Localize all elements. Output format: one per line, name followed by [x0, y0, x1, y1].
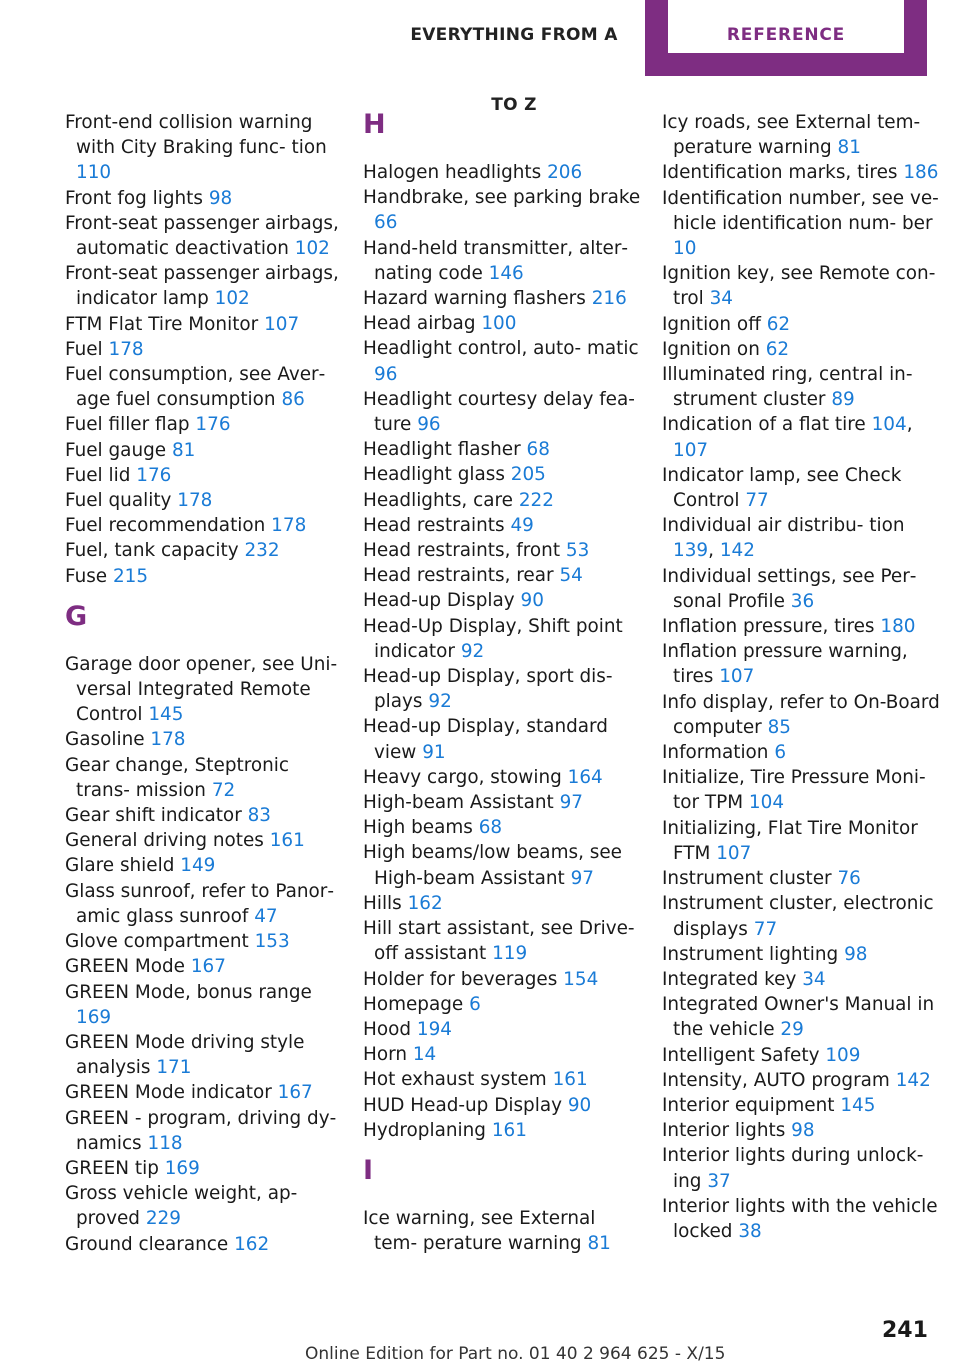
index-entry-text: Heavy cargo, stowing [363, 766, 562, 788]
index-entry-text: Head-up Display, sport dis‐ plays [363, 666, 613, 713]
index-entry [662, 261, 942, 311]
index-entry [363, 563, 643, 588]
page-link[interactable]: 119 [492, 943, 528, 965]
index-entry [65, 362, 345, 412]
page-link[interactable]: 10 [673, 238, 697, 260]
page-link[interactable]: 86 [281, 389, 305, 411]
page-link[interactable]: 38 [738, 1220, 762, 1242]
index-entry-text: Instrument cluster, electronic displays [662, 893, 934, 940]
index-entry-text: Hood [363, 1018, 412, 1040]
index-entry [363, 286, 643, 311]
page-link[interactable]: 186 [903, 162, 939, 184]
index-entry [662, 186, 942, 262]
index-entry-text: Horn [363, 1044, 407, 1066]
index-entry [363, 437, 643, 462]
page-link[interactable]: 98 [844, 943, 868, 965]
page-link[interactable]: 146 [488, 262, 524, 284]
page-link[interactable]: 97 [570, 867, 594, 889]
index-entry-text: Garage door opener, see Uni‐ versal Integrated Remote Control [65, 653, 338, 726]
index-entry [65, 1181, 345, 1231]
index-entry-text: Info display, refer to On-Board computer [662, 691, 940, 738]
index-entry [65, 110, 345, 186]
section-title: EVERYTHING FROM A TO Z [410, 25, 618, 115]
index-entry [65, 980, 345, 1030]
index-entry-text: Fuel [65, 338, 103, 360]
page-link[interactable]: 206 [547, 162, 583, 183]
index-entry-text: Gear change, Steptronic trans‐ mission [65, 754, 289, 801]
index-entry-text: Information [662, 742, 769, 764]
index-entry-text: Ice warning, see External tem‐ perature warning [363, 1207, 596, 1255]
index-entry-text: Hills [363, 892, 402, 914]
index-entry-text: Hazard warning flashers [363, 288, 586, 310]
index-entry [662, 866, 942, 891]
page-link[interactable]: 232 [244, 540, 280, 562]
index-entry-text: Integrated key [662, 968, 797, 990]
index-letter-heading: G [65, 600, 88, 632]
index-entry [662, 1068, 942, 1093]
page-link[interactable]: 81 [837, 137, 861, 159]
index-entry [662, 160, 942, 185]
index-entry [363, 1118, 643, 1143]
index-entry [662, 1093, 942, 1118]
index-column-1 [65, 110, 345, 1257]
index-entry [363, 1042, 643, 1067]
page-link[interactable]: 176 [195, 414, 231, 436]
index-entry [65, 211, 345, 261]
page-link[interactable]: 176 [136, 464, 172, 486]
page-link[interactable]: 216 [591, 288, 627, 310]
index-entry [363, 538, 643, 563]
index-letter-heading: I [363, 1154, 374, 1186]
index-entry-text: Fuel consumption, see Aver‐ age fuel consumption [65, 364, 326, 411]
index-entry [65, 727, 345, 752]
index-letter-heading: H [363, 109, 386, 140]
index-entry [363, 992, 643, 1017]
page-link[interactable]: 47 [254, 905, 278, 927]
index-entry [662, 110, 942, 160]
page-link[interactable]: 161 [269, 830, 305, 852]
index-entry-text: Head restraints, front [363, 540, 561, 562]
index-entry [65, 463, 345, 488]
index-entry-text: Ground clearance [65, 1233, 229, 1255]
index-entry [662, 362, 942, 412]
index-entry [65, 312, 345, 337]
page-link[interactable]: 102 [214, 288, 250, 310]
index-entry [363, 236, 643, 286]
index-entry-text: General driving notes [65, 830, 264, 852]
index-entry [662, 891, 942, 941]
index-entry [65, 337, 345, 362]
page-link[interactable]: 178 [150, 729, 186, 751]
index-entry [65, 929, 345, 954]
page-link[interactable]: 161 [491, 1119, 527, 1141]
page-link[interactable]: 162 [234, 1233, 270, 1255]
index-entry [65, 186, 345, 211]
index-entry [363, 714, 643, 764]
index-entry [662, 740, 942, 765]
index-entry-text: Fuse [65, 565, 108, 587]
index-entry [65, 954, 345, 979]
page-link[interactable]: 161 [552, 1069, 588, 1091]
index-entry [65, 879, 345, 929]
index-entry [65, 753, 345, 803]
index-entry-text: Head restraints [363, 514, 505, 536]
index-entry-text: Gross vehicle weight, ap‐ proved [65, 1183, 298, 1230]
index-entry-text: High-beam Assistant [363, 792, 554, 814]
index-entry-text: Headlight glass [363, 464, 505, 486]
page-link[interactable]: 222 [518, 489, 554, 511]
page-link[interactable]: 142 [895, 1069, 931, 1091]
index-entry-text: Headlight courtesy delay fea‐ ture [363, 388, 635, 436]
page-link[interactable]: 81 [587, 1233, 611, 1255]
index-entry [662, 816, 942, 866]
page-link[interactable]: 145 [840, 1094, 876, 1116]
index-entry-text: Fuel, tank capacity [65, 540, 239, 562]
index-entry-text: Gear shift indicator [65, 805, 242, 827]
index-entry-text: Ignition off [662, 313, 761, 335]
page-link[interactable]: 96 [374, 363, 398, 385]
page-link[interactable]: 107 [716, 842, 752, 864]
index-entry-text: Instrument cluster [662, 868, 832, 890]
page-link[interactable]: 91 [422, 741, 446, 763]
index-entry-text: Head-up Display, standard view [363, 716, 608, 763]
page-link[interactable]: 62 [765, 338, 790, 360]
index-entry-text: GREEN Mode indicator [65, 1082, 272, 1104]
reference-tab[interactable] [645, 0, 927, 76]
page-link[interactable]: 145 [148, 704, 184, 726]
index-entry [65, 828, 345, 853]
index-entry-text: Gasoline [65, 729, 145, 751]
index-entry [662, 942, 942, 967]
index-entry-text: Fuel lid [65, 464, 131, 486]
page-link[interactable]: 81 [171, 439, 196, 461]
page-link[interactable]: 171 [156, 1057, 192, 1079]
index-entry-text: Fuel recommendation [65, 515, 266, 537]
page-link[interactable]: 167 [190, 956, 226, 978]
index-entry-text: Hand-held transmitter, alter‐ nating code [363, 237, 629, 284]
index-entry [662, 1194, 942, 1244]
index-entry [662, 614, 942, 639]
page-link[interactable]: 36 [790, 590, 815, 612]
index-entry [363, 765, 643, 790]
index-entry-text: Interior lights during unlock‐ ing [662, 1145, 924, 1192]
index-entry [65, 488, 345, 513]
index-entry-text: Head airbag [363, 313, 476, 335]
index-entry-text: Fuel filler flap [65, 414, 190, 436]
index-entry-text: Hill start assistant, see Drive- off assistant [363, 918, 635, 965]
index-entry [65, 412, 345, 437]
index-entry-text: Initialize, Tire Pressure Moni‐ tor TPM [662, 767, 926, 814]
index-entry-text: Fuel gauge [65, 439, 167, 461]
index-entry-text: Front fog lights [65, 187, 203, 209]
page-link[interactable]: 109 [825, 1044, 861, 1066]
index-entry-text: Glove compartment [65, 931, 249, 953]
index-entry-text: Glass sunroof, refer to Panor‐ amic glass sunroof [65, 880, 334, 927]
page-link[interactable]: 90 [520, 590, 544, 612]
index-entry [662, 690, 942, 740]
index-entry-text: Intelligent Safety [662, 1044, 820, 1066]
page-link[interactable]: 68 [526, 439, 550, 461]
page-link[interactable]: 72 [211, 779, 236, 801]
page-link[interactable]: 154 [563, 968, 599, 990]
index-entry [363, 1093, 643, 1118]
page-link[interactable]: 100 [481, 313, 517, 335]
page-link[interactable]: 104 [748, 792, 785, 814]
index-entry [65, 513, 345, 538]
index-entry-text: Identification number, see ve‐ hicle identification num‐ ber [662, 187, 939, 234]
page-link[interactable]: 77 [745, 490, 769, 512]
index-entry [363, 1067, 643, 1092]
index-entry [363, 588, 643, 613]
page-link[interactable]: 29 [780, 1019, 804, 1041]
page-link[interactable]: 98 [791, 1120, 815, 1142]
index-entry [65, 1232, 345, 1257]
index-entry-text: High beams/low beams, see High-beam Assistant [363, 842, 622, 889]
index-entry [662, 1118, 942, 1143]
index-entry-text: Individual settings, see Per‐ sonal Profile [662, 565, 917, 612]
index-entry [363, 1017, 643, 1042]
index-entry [662, 967, 942, 992]
page-link[interactable]: 90 [567, 1094, 592, 1116]
index-entry-text: Homepage [363, 993, 464, 1015]
page-link[interactable]: 107 [719, 666, 755, 688]
index-entry [363, 815, 643, 840]
page-link[interactable]: 169 [76, 1006, 112, 1028]
index-entry [65, 1156, 345, 1181]
index-entry [363, 387, 643, 437]
index-entry-text: GREEN - program, driving dy‐ namics [65, 1107, 337, 1154]
index-entry [662, 765, 942, 815]
index-entry [363, 513, 643, 538]
page-link[interactable]: 49 [510, 514, 534, 536]
index-column-2 [363, 110, 643, 1256]
index-entry-text: Head-Up Display, Shift point indicator [363, 615, 623, 662]
index-entry-text: Hot exhaust system [363, 1069, 547, 1091]
index-entry-text: Individual air distribu‐ tion [662, 515, 905, 537]
index-entry-text: Identification marks, tires [662, 162, 898, 184]
index-entry [65, 1106, 345, 1156]
index-entry-text: Instrument lighting [662, 943, 839, 965]
page-link[interactable]: 34 [709, 288, 733, 310]
page-link[interactable]: 14 [412, 1044, 437, 1066]
index-entry [662, 1043, 942, 1068]
index-entry [363, 967, 643, 992]
index-entry-text: Head-up Display [363, 590, 515, 612]
index-entry-text: Head restraints, rear [363, 565, 554, 587]
page-link[interactable]: 178 [271, 515, 307, 537]
page-link[interactable]: 54 [559, 565, 583, 587]
page-link[interactable]: 167 [277, 1082, 313, 1104]
index-entry-text: Front-seat passenger airbags, automatic deactivation [65, 212, 339, 260]
index-entry [363, 1206, 643, 1256]
index-entry-text: Handbrake, see parking brake [363, 187, 641, 209]
page-link[interactable]: 102 [294, 238, 330, 260]
index-entry [363, 664, 643, 714]
index-entry [662, 463, 942, 513]
index-entry-text: Inflation pressure warning, tires [662, 641, 908, 688]
page-link[interactable]: 34 [802, 968, 826, 990]
index-entry-text: Front-seat passenger airbags, indicator lamp [65, 263, 339, 310]
index-entry [363, 891, 643, 916]
page-link[interactable]: 66 [374, 212, 398, 234]
reference-tab-label: REFERENCE [668, 0, 904, 53]
index-entry [65, 853, 345, 878]
page-link[interactable]: 162 [407, 892, 443, 914]
index-entry [363, 160, 643, 185]
index-entry: Individual air distribu‐ tion 139, 142 [662, 515, 905, 562]
page-link[interactable]: 92 [428, 691, 452, 713]
index-entry [662, 337, 942, 362]
index-entry [65, 652, 345, 728]
index-entry [363, 462, 643, 487]
page-link[interactable]: 37 [707, 1170, 731, 1192]
index-entry-text: Intensity, AUTO program [662, 1069, 890, 1091]
page-link[interactable]: 205 [510, 464, 546, 486]
index-entry-text: Interior lights [662, 1120, 786, 1142]
index-entry-text: Headlight flasher [363, 439, 521, 461]
index-entry-text: Initializing, Flat Tire Monitor FTM [662, 817, 918, 864]
index-entry [662, 564, 942, 614]
index-entry [363, 336, 643, 386]
index-entry-text: HUD Head-up Display [363, 1094, 562, 1116]
index-entry-text: Ignition key, see Remote con‐ trol [662, 263, 936, 310]
index-entry-text: Hydroplaning [363, 1119, 486, 1141]
index-entry [65, 261, 345, 311]
index-entry [363, 916, 643, 966]
page-link[interactable]: 118 [147, 1132, 183, 1154]
index-entry-text: Glare shield [65, 855, 175, 877]
index-entry-text: FTM Flat Tire Monitor [65, 313, 259, 335]
index-entry [363, 840, 643, 890]
page-link[interactable]: 89 [831, 389, 855, 411]
index-entry-text: Interior equipment [662, 1094, 835, 1116]
index-entry: Indication of a flat tire 104, 107 [662, 414, 913, 461]
page-link[interactable]: 77 [753, 918, 778, 940]
page-link[interactable]: 178 [177, 490, 213, 512]
page-link[interactable]: 6 [469, 993, 481, 1015]
index-entry [65, 1030, 345, 1080]
page-link[interactable]: 194 [416, 1018, 452, 1040]
page-link[interactable]: 85 [767, 716, 791, 738]
index-entry-text: Fuel quality [65, 490, 172, 512]
index-entry [662, 639, 942, 689]
index-entry [363, 311, 643, 336]
index-entry-text: Headlight control, auto‐ matic [363, 338, 639, 360]
page-link[interactable]: 139 [673, 540, 709, 562]
page-link[interactable]: 178 [108, 338, 144, 360]
page-link[interactable]: 169 [164, 1157, 200, 1179]
index-entry-text: Ignition on [662, 338, 760, 360]
index-entry [65, 803, 345, 828]
page-link[interactable]: 107 [264, 313, 300, 335]
page-link[interactable]: 107 [673, 439, 709, 461]
index-entry-text: GREEN Mode, bonus range [65, 981, 312, 1003]
page-link[interactable]: 97 [559, 792, 583, 814]
index-entry-text: Interior lights with the vehicle locked [662, 1195, 938, 1242]
page-link[interactable]: 149 [180, 855, 216, 877]
page-link[interactable]: 53 [565, 540, 590, 562]
index-entry-text: Headlights, care [363, 489, 513, 511]
index-entry-text: Halogen headlights [363, 162, 542, 183]
index-entry-text: Indication of a flat tire [662, 414, 866, 436]
index-entry [363, 790, 643, 815]
page-link[interactable]: 153 [254, 931, 290, 953]
index-entry [363, 614, 643, 664]
page-link[interactable]: 229 [145, 1208, 181, 1230]
edition-text: Online Edition for Part no. 01 40 2 964 625 - X/15 [305, 1344, 726, 1364]
page-link[interactable]: 76 [837, 868, 861, 890]
index-entry-text: Indicator lamp, see Check Control [662, 464, 902, 512]
index-entry-text: Icy roads, see External tem‐ perature warning [662, 112, 921, 159]
index-entry-text: Illuminated ring, central in‐ strument cluster [662, 364, 913, 411]
page-link[interactable]: 6 [774, 742, 787, 764]
page-link[interactable]: 96 [417, 414, 441, 436]
index-entry-text: High beams [363, 817, 473, 839]
index-entry-text: Holder for beverages [363, 968, 558, 990]
page-link[interactable]: 68 [478, 817, 503, 839]
index-entry [662, 992, 942, 1042]
index-entry-text: Integrated Owner's Manual in the vehicle [662, 994, 935, 1041]
page-link[interactable]: 142 [719, 540, 755, 562]
index-entry-text: GREEN Mode [65, 956, 185, 978]
index-entry-text: Front-end collision warning with City Braking func‐ tion [65, 112, 327, 159]
index-entry [662, 1143, 942, 1193]
page-link[interactable]: 62 [766, 313, 791, 335]
index-entry [65, 538, 345, 563]
index-entry [65, 438, 345, 463]
index-entry [65, 1080, 345, 1105]
page-link[interactable]: 98 [208, 187, 233, 209]
index-entry [363, 185, 643, 235]
page-link[interactable]: 83 [247, 805, 272, 827]
index-entry [662, 312, 942, 337]
page-link[interactable]: 180 [880, 616, 916, 638]
page-link[interactable]: 92 [460, 640, 485, 662]
index-entry [363, 488, 643, 513]
index-column-3 [662, 110, 942, 1244]
index-entry [65, 564, 345, 589]
page-link[interactable]: 110 [76, 162, 112, 184]
page-number: 241 [882, 1318, 928, 1343]
index-entry-text: Inflation pressure, tires [662, 616, 875, 638]
page-link[interactable]: 164 [567, 766, 603, 788]
page-link[interactable]: 215 [112, 565, 149, 587]
index-entry-text: GREEN Mode driving style analysis [65, 1031, 305, 1079]
page-link[interactable]: 104 [871, 414, 907, 436]
index-entry-text: GREEN tip [65, 1157, 159, 1179]
